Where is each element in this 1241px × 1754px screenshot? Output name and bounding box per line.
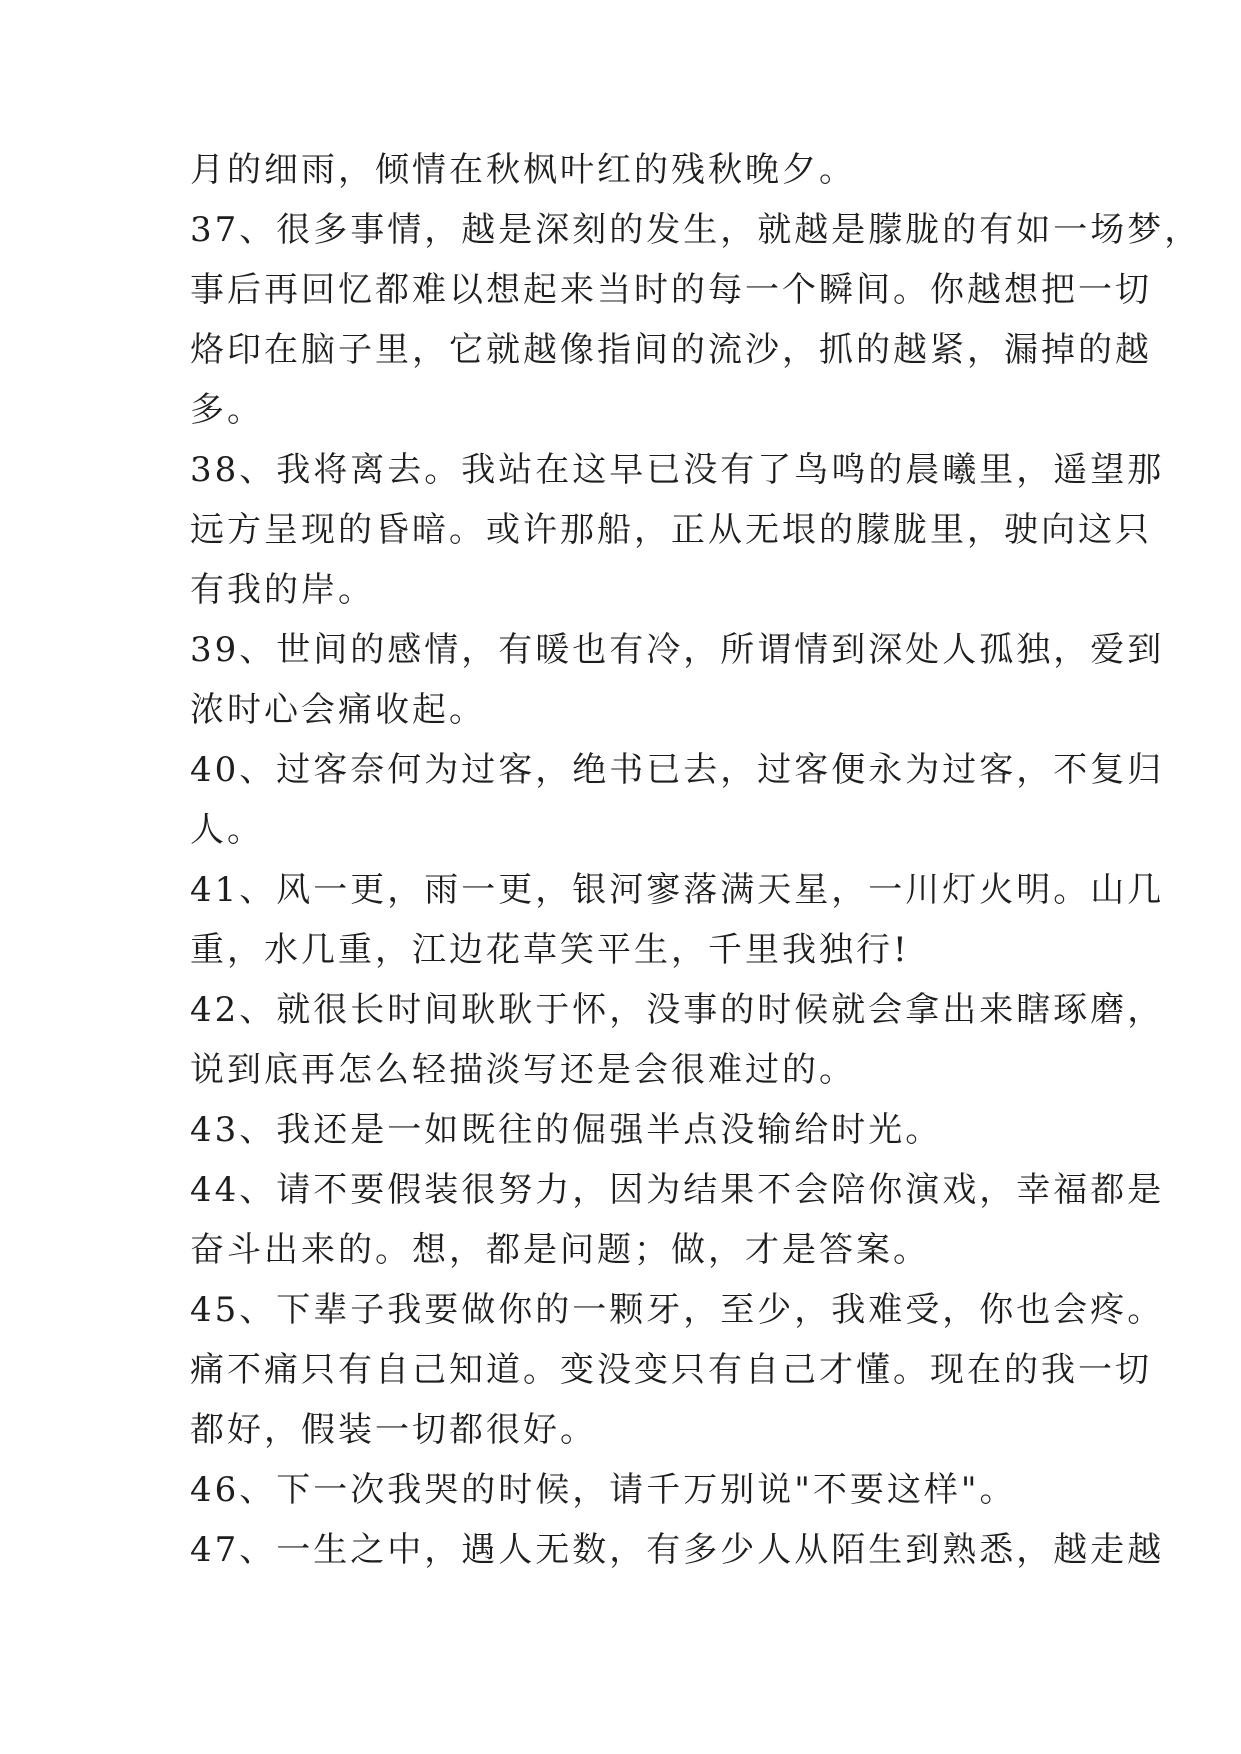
- text-line: 46、下一次我哭的时候，请千万别说"不要这样"。: [190, 1470, 1017, 1510]
- text-line: 多。: [190, 390, 264, 430]
- text-line: 远方呈现的昏暗。或许那船，正从无垠的朦胧里，驶向这只: [190, 510, 1152, 550]
- text-line: 43、我还是一如既往的倔强半点没输给时光。: [190, 1110, 943, 1150]
- text-line: 浓时心会痛收起。: [190, 690, 486, 730]
- text-line: 38、我将离去。我站在这早已没有了鸟鸣的晨曦里，遥望那: [190, 450, 1165, 490]
- text-line: 有我的岸。: [190, 570, 375, 610]
- text-line: 40、过客奈何为过客，绝书已去，过客便永为过客，不复归: [190, 750, 1165, 790]
- text-line: 人。: [190, 810, 264, 850]
- text-line: 烙印在脑子里，它就越像指间的流沙，抓的越紧，漏掉的越: [190, 330, 1152, 370]
- text-line: 事后再回忆都难以想起来当时的每一个瞬间。你越想把一切: [190, 270, 1152, 310]
- text-line: 37、很多事情，越是深刻的发生，就越是朦胧的有如一场梦，: [190, 210, 1202, 250]
- text-line: 重，水几重，江边花草笑平生，千里我独行!: [190, 930, 910, 970]
- text-line: 说到底再怎么轻描淡写还是会很难过的。: [190, 1050, 856, 1090]
- text-line: 44、请不要假装很努力，因为结果不会陪你演戏，幸福都是: [190, 1170, 1165, 1210]
- text-line: 39、世间的感情，有暖也有冷，所谓情到深处人孤独，爱到: [190, 630, 1165, 670]
- text-line: 42、就很长时间耿耿于怀，没事的时候就会拿出来瞎琢磨，: [190, 990, 1165, 1030]
- text-line: 痛不痛只有自己知道。变没变只有自己才懂。现在的我一切: [190, 1350, 1152, 1390]
- text-line: 41、风一更，雨一更，银河寥落满天星，一川灯火明。山几: [190, 870, 1165, 910]
- text-line: 月的细雨，倾情在秋枫叶红的残秋晚夕。: [190, 150, 856, 190]
- text-line: 都好，假装一切都很好。: [190, 1410, 597, 1450]
- text-line: 45、下辈子我要做你的一颗牙，至少，我难受，你也会疼。: [190, 1290, 1165, 1330]
- text-line: 47、一生之中，遇人无数，有多少人从陌生到熟悉，越走越: [190, 1530, 1165, 1570]
- text-line: 奋斗出来的。想，都是问题；做，才是答案。: [190, 1230, 930, 1270]
